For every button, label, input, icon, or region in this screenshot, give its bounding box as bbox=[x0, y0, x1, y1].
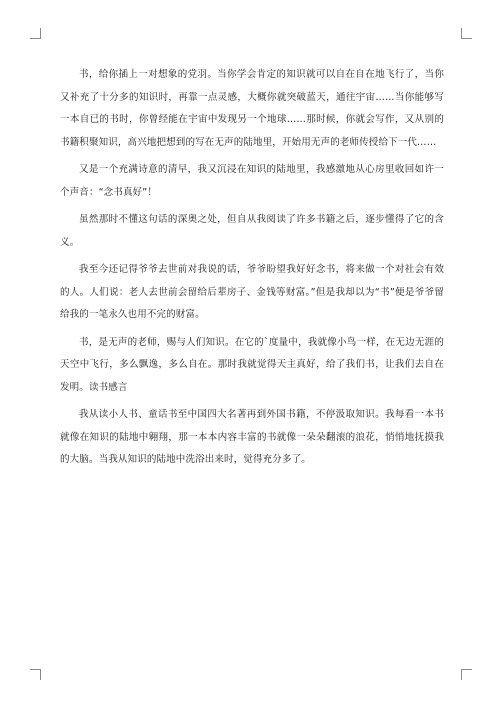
paragraph-2: 又是一个充满诗意的清早，我又沉浸在知识的陆地里，我感激地从心房里收回如许一个声音：“念书真好”！ bbox=[60, 164, 444, 198]
crop-mark-top-left bbox=[30, 28, 41, 39]
paragraph-6: 我从读小人书、童话书至中国四大名著再到外国书籍，不停汲取知识。我每看一本书就像在知识的陆地中翱翔，那一本本内容丰富的书就像一朵朵翻滚的浪花，悄悄地抚摸我的大脑。当我从知识的陆地中洗浴出来时，觉得充分多了。 bbox=[60, 409, 444, 465]
paragraph-5: 书，是无声的老师，赐与人们知识。在它的`度量中，我就像小鸟一样，在无边无涯的天空中飞行，多么飘逸，多么自在。那时我就觉得天主真好，给了我们书，让我们去自在发明。读书感言 bbox=[60, 336, 444, 393]
paragraph-4: 我至今还记得爷爷去世前对我说的话，爷爷盼望我好好念书，将来做一个对社会有效的人。人们说：老人去世前会留给后辈房子、金钱等财富。”但是我却以为“书”便是爷爷留给我的一笔永久也用不完的财富。 bbox=[60, 264, 444, 320]
crop-mark-bottom-right bbox=[461, 669, 472, 680]
crop-mark-top-right bbox=[461, 28, 472, 39]
document-body bbox=[60, 64, 444, 477]
paragraph-1: 书，给你插上一对想象的党羽。当你学会肯定的知识就可以自在自在地飞行了，当你又补充了十分多的知识时，再靠一点灵感，大概你就突破蓝天，通往宇宙……当你能够写一本自已的书时，你曾经能在宇宙中发现另一个地球……那时候，你就会写作，又从别的书籍积聚知识，高兴地把想到的写在无声的陆地里，开始用无声的老师传授给下一代…… bbox=[60, 69, 444, 148]
crop-mark-bottom-left bbox=[30, 669, 41, 680]
paragraph-3: 虽然那时不懂这句话的深奥之处，但自从我阅读了许多书籍之后，逐步懂得了它的含义。 bbox=[60, 214, 444, 248]
